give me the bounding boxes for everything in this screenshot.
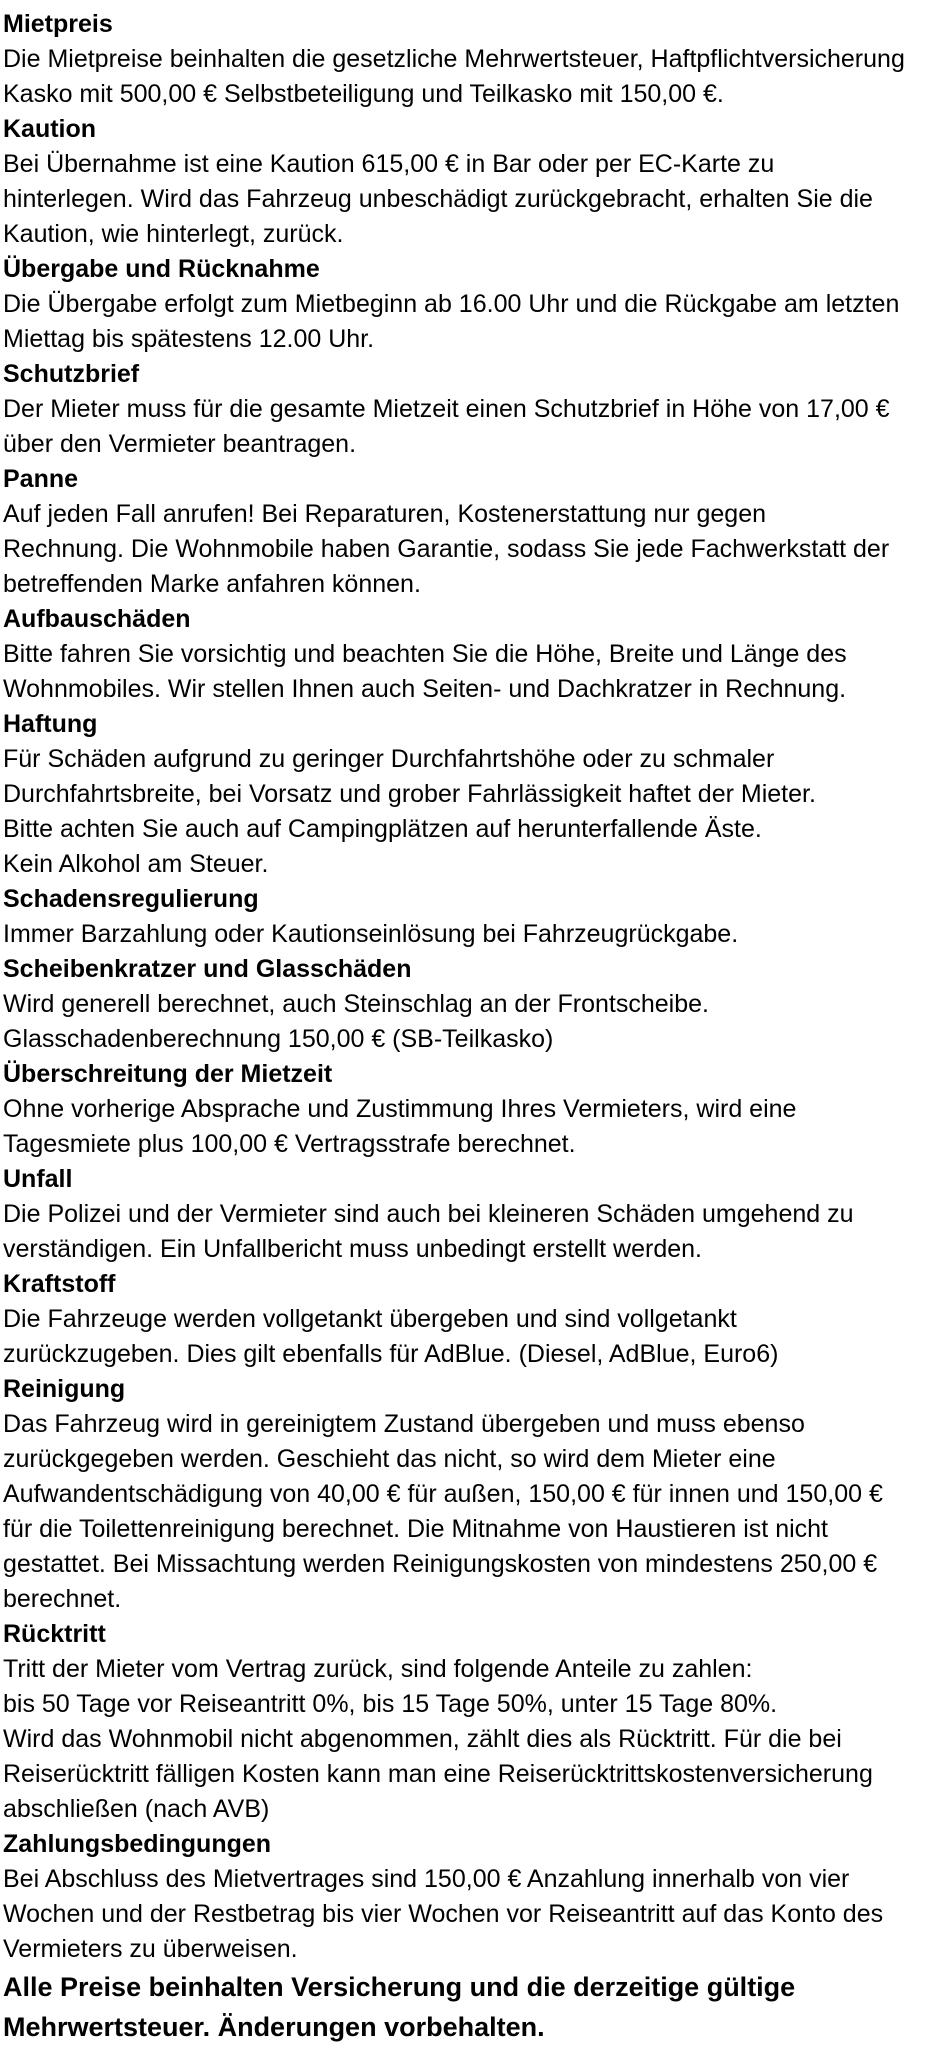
section-heading: Panne xyxy=(3,465,79,493)
text-line: Reiserücktritt fälligen Kosten kann man eine Reiserücktrittskostenversicherung xyxy=(3,1760,873,1788)
text-line: Durchfahrtsbreite, bei Vorsatz und grober Fahrlässigkeit haftet der Mieter. xyxy=(3,780,816,808)
section-heading: Reinigung xyxy=(3,1375,126,1403)
text-line: Das Fahrzeug wird in gereinigtem Zustand übergeben und muss ebenso xyxy=(3,1410,805,1438)
section-ueberschreitung-der-mietzeit xyxy=(3,1057,923,1162)
section-heading: Schadensregulierung xyxy=(3,885,259,913)
text-line: Die Fahrzeuge werden vollgetankt übergeben und sind vollgetankt xyxy=(3,1305,737,1333)
section-heading: Mietpreis xyxy=(3,10,113,38)
text-line: verständigen. Ein Unfallbericht muss unbedingt erstellt werden. xyxy=(3,1235,702,1263)
section-schadensregulierung xyxy=(3,882,923,952)
text-line: Für Schäden aufgrund zu geringer Durchfahrtshöhe oder zu schmaler xyxy=(3,745,775,773)
section-scheibenkratzer-und-glasschaeden xyxy=(3,952,923,1057)
text-line: zurückzugeben. Dies gilt ebenfalls für AdBlue. (Diesel, AdBlue, Euro6) xyxy=(3,1340,779,1368)
text-line: Der Mieter muss für die gesamte Mietzeit einen Schutzbrief in Höhe von 17,00 € xyxy=(3,395,890,423)
section-schutzbrief xyxy=(3,357,923,462)
text-line: Immer Barzahlung oder Kautionseinlösung bei Fahrzeugrückgabe. xyxy=(3,920,739,948)
text-line: über den Vermieter beantragen. xyxy=(3,430,357,458)
text-line: Die Mietpreise beinhalten die gesetzliche Mehrwertsteuer, Haftpflichtversicherung xyxy=(3,45,905,73)
text-line: betreffenden Marke anfahren können. xyxy=(3,570,421,598)
text-line: Bitte achten Sie auch auf Campingplätzen auf herunterfallende Äste. xyxy=(3,815,762,843)
text-line: gestattet. Bei Missachtung werden Reinigungskosten von mindestens 250,00 € xyxy=(3,1550,878,1578)
text-line: Tritt der Mieter vom Vertrag zurück, sind folgende Anteile zu zahlen: xyxy=(3,1655,753,1683)
text-line: abschließen (nach AVB) xyxy=(3,1795,270,1823)
text-line: Wird generell berechnet, auch Steinschlag an der Frontscheibe. xyxy=(3,990,709,1018)
section-heading: Rücktritt xyxy=(3,1620,106,1648)
text-line: Wochen und der Restbetrag bis vier Wochen vor Reiseantritt auf das Konto des xyxy=(3,1900,884,1928)
text-line: Ohne vorherige Absprache und Zustimmung Ihres Vermieters, wird eine xyxy=(3,1095,797,1123)
section-panne xyxy=(3,462,923,602)
text-line: Die Übergabe erfolgt zum Mietbeginn ab 16.00 Uhr und die Rückgabe am letzten xyxy=(3,290,900,318)
footer-note xyxy=(3,1967,923,2047)
text-line: Aufwandentschädigung von 40,00 € für außen, 150,00 € für innen und 150,00 € xyxy=(3,1480,883,1508)
rental-terms-document xyxy=(3,7,923,2047)
section-kraftstoff xyxy=(3,1267,923,1372)
text-line: Wohnmobiles. Wir stellen Ihnen auch Seiten- und Dachkratzer in Rechnung. xyxy=(3,675,847,703)
text-line: Glasschadenberechnung 150,00 € (SB-Teilkasko) xyxy=(3,1025,554,1053)
footer-text-line: Mehrwertsteuer. Änderungen vorbehalten. xyxy=(3,2012,545,2042)
text-line: Tagesmiete plus 100,00 € Vertragsstrafe berechnet. xyxy=(3,1130,576,1158)
text-line: Bei Abschluss des Mietvertrages sind 150,00 € Anzahlung innerhalb von vier xyxy=(3,1865,850,1893)
text-line: Miettag bis spätestens 12.00 Uhr. xyxy=(3,325,375,353)
text-line: Vermieters zu überweisen. xyxy=(3,1935,298,1963)
text-line: Kein Alkohol am Steuer. xyxy=(3,850,269,878)
text-line: Auf jeden Fall anrufen! Bei Reparaturen, Kostenerstattung nur gegen xyxy=(3,500,767,528)
text-line: Bei Übernahme ist eine Kaution 615,00 € in Bar oder per EC-Karte zu xyxy=(3,150,775,178)
section-mietpreis xyxy=(3,7,923,112)
text-line: Bitte fahren Sie vorsichtig und beachten Sie die Höhe, Breite und Länge des xyxy=(3,640,847,668)
section-haftung xyxy=(3,707,923,882)
section-heading: Zahlungsbedingungen xyxy=(3,1830,272,1858)
text-line: Wird das Wohnmobil nicht abgenommen, zählt dies als Rücktritt. Für die bei xyxy=(3,1725,842,1753)
section-zahlungsbedingungen xyxy=(3,1827,923,1967)
footer-text-line: Alle Preise beinhalten Versicherung und die derzeitige gültige xyxy=(3,1972,796,2002)
section-heading: Unfall xyxy=(3,1165,73,1193)
section-heading: Kraftstoff xyxy=(3,1270,116,1298)
section-heading: Schutzbrief xyxy=(3,360,140,388)
section-heading: Überschreitung der Mietzeit xyxy=(3,1060,333,1088)
section-heading: Scheibenkratzer und Glasschäden xyxy=(3,955,412,983)
section-heading: Übergabe und Rücknahme xyxy=(3,255,320,283)
section-heading: Aufbauschäden xyxy=(3,605,191,633)
section-heading: Kaution xyxy=(3,115,97,143)
text-line: Kaution, wie hinterlegt, zurück. xyxy=(3,220,344,248)
section-aufbauschaeden xyxy=(3,602,923,707)
text-line: für die Toilettenreinigung berechnet. Die Mitnahme von Haustieren ist nicht xyxy=(3,1515,828,1543)
section-kaution xyxy=(3,112,923,252)
section-heading: Haftung xyxy=(3,710,98,738)
text-line: Kasko mit 500,00 € Selbstbeteiligung und Teilkasko mit 150,00 €. xyxy=(3,80,724,108)
text-line: bis 50 Tage vor Reiseantritt 0%, bis 15 Tage 50%, unter 15 Tage 80%. xyxy=(3,1690,778,1718)
text-line: hinterlegen. Wird das Fahrzeug unbeschädigt zurückgebracht, erhalten Sie die xyxy=(3,185,873,213)
section-reinigung xyxy=(3,1372,923,1617)
section-unfall xyxy=(3,1162,923,1267)
text-line: berechnet. xyxy=(3,1585,122,1613)
text-line: Die Polizei und der Vermieter sind auch bei kleineren Schäden umgehend zu xyxy=(3,1200,854,1228)
text-line: Rechnung. Die Wohnmobile haben Garantie, sodass Sie jede Fachwerkstatt der xyxy=(3,535,890,563)
section-ruecktritt xyxy=(3,1617,923,1827)
text-line: zurückgegeben werden. Geschieht das nicht, so wird dem Mieter eine xyxy=(3,1445,776,1473)
section-uebergabe-und-ruecknahme xyxy=(3,252,923,357)
